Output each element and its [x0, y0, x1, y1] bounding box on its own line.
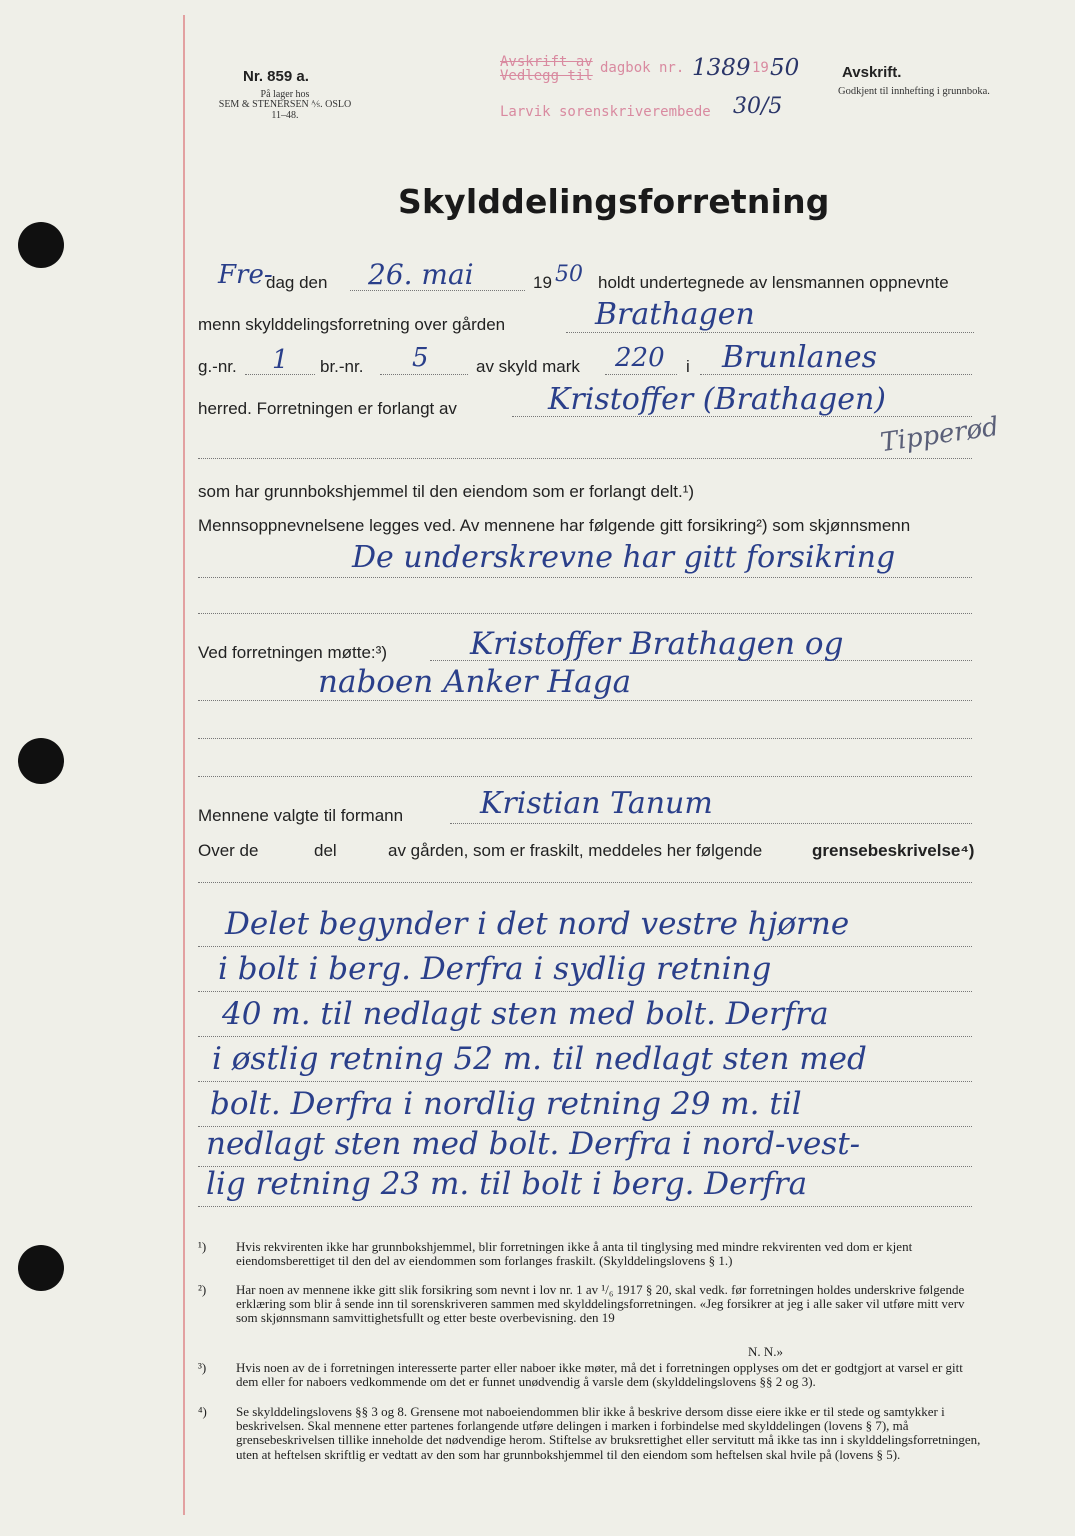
description-line: i bolt i berg. Derfra i sydlig retning: [218, 951, 772, 987]
description-rule: [198, 946, 972, 947]
footnote-text: Hvis rekvirenten ikke har grunnbokshjemmel, blir forretningen ikke å anta til tinglysing med mindre rekvirenten ved dom er kjent eiendomsberettiget til den del av eiendommen som forlanges fraskilt. (Skylddelingslovens § 1.): [236, 1239, 913, 1269]
stamp-dagbok-number: 1389: [692, 55, 751, 81]
description-line: lig retning 23 m. til bolt i berg. Derfra: [206, 1166, 808, 1202]
brnr-hand: 5: [412, 343, 429, 373]
footnote-number: ²): [198, 1282, 207, 1297]
mote-print: Ved forretningen møtte:³): [198, 643, 387, 662]
stamp-year-print: 19: [752, 60, 769, 76]
footnote-text: Har noen av mennene ikke gitt slik forsikring som nevnt i lov nr. 1 av ¹/₆ 1917 § 20, skal vedk. før forretningen holdes underskrive følgende erklæring som blir å sende inn til sorenskriveren sammen med skylddelingsforretningen. «Jeg forsikrer at jeg i alle saker vil utføre mitt verv som skjønnsmann samvittighetsfullt og etter beste overbevisning. den 19: [236, 1282, 965, 1326]
herred-print: herred. Forretningen er forlangt av: [198, 399, 457, 418]
margin-note-hand: Tipperød: [878, 411, 1001, 459]
menn-print: Mennsoppnevnelsene legges ved. Av mennene har følgende gitt forsikring²) som skjønnsmenn: [198, 516, 911, 535]
description-line: bolt. Derfra i nordlig retning 29 m. til: [210, 1086, 802, 1122]
forsikring-hand: De underskrevne har gitt forsikring: [352, 540, 896, 575]
printer-line-1: På lager hos: [260, 89, 310, 100]
day-print: dag den: [266, 273, 328, 292]
brnr-print: br.-nr.: [320, 357, 364, 376]
year-print: 19: [533, 273, 552, 292]
avskrift-note: Godkjent til innhefting i grunnboka.: [838, 86, 990, 97]
over-print-2: del: [314, 841, 337, 860]
footnote-signature: [748, 1345, 783, 1359]
blank-line: [198, 613, 972, 614]
mote-hand-2: naboen Anker Haga: [318, 664, 632, 700]
brnr-line: [380, 374, 468, 375]
requester-hand: Kristoffer (Brathagen): [548, 382, 886, 417]
description-rule: [198, 991, 972, 992]
mote-hand-1: Kristoffer Brathagen og: [470, 626, 844, 662]
description-rule: [198, 1036, 972, 1037]
blank-line: [198, 882, 972, 883]
mote-line-2: [198, 700, 972, 701]
forsikring-line: [198, 577, 972, 578]
form-number: Nr. 859 a.: [243, 68, 309, 85]
skyld-print: av skyld mark: [476, 357, 580, 376]
page-title: Skylddelingsforretning: [398, 182, 830, 221]
description-line: nedlagt sten med bolt. Derfra i nord-vest-: [206, 1126, 861, 1162]
stamp-date: 30/5: [733, 94, 783, 119]
stamp-year-hand: 50: [770, 55, 800, 81]
printer-line-2: SEM & STENERSEN ⅍. OSLO: [218, 99, 352, 110]
description-rule: [198, 1206, 972, 1207]
farm-hand: Brathagen: [595, 297, 755, 332]
description-line: 40 m. til nedlagt sten med bolt. Derfra: [222, 996, 829, 1032]
stamp-avskrift-av: Avskrift av: [500, 54, 593, 70]
over-print-1: Over de: [198, 841, 259, 860]
stamp-office: Larvik sorenskriverembede: [500, 104, 711, 120]
over-print-bold: grensebeskrivelse⁴): [812, 841, 975, 860]
footnote-number: ¹): [198, 1239, 207, 1254]
footnote-number: ⁴): [198, 1404, 207, 1419]
margin-rule: [183, 15, 185, 1515]
description-line: Delet begynder i det nord vestre hjørne: [225, 906, 850, 942]
formann-hand: Kristian Tanum: [480, 786, 713, 821]
date-hand: 26. mai: [368, 258, 474, 291]
gnr-print: g.-nr.: [198, 357, 237, 376]
year-hand: 50: [555, 262, 583, 287]
hjemmel-print: som har grunnbokshjemmel til den eiendom som er forlangt delt.¹): [198, 482, 695, 501]
held-print: holdt undertegnede av lensmannen oppnevnte: [598, 273, 949, 292]
municipality-hand: Brunlanes: [722, 340, 877, 375]
skyld-line: [605, 374, 677, 375]
blank-line: [198, 738, 972, 739]
footnote-text: Se skylddelingslovens §§ 3 og 8. Grensene mot naboeiendommen blir ikke å beskrive dersom disse eiere ikke er til stede og samtykker i beskrivelsen. Skal mennene etter partenes forlangende utføre delingen i marken i forbindelse med skylddelingen (lovens § 7), må grensebeskrivelsen tillike inneholde det nødvendige herom. Stiftelse av bruksrettighet eller servitutt må ikke tas inn i skylddelingsforretningen, uten at heftelsen skriftlig er vedtatt av den som har grunnbokshjemmel til den eiendom som heftelsen skal hvile på (lovens § 5).: [236, 1404, 981, 1462]
avskrift-label: Avskrift.: [842, 64, 902, 81]
formann-line: [450, 823, 972, 824]
day-hand: Fre-: [218, 260, 273, 290]
footnote-text: Hvis noen av de i forretningen interesserte parter eller naboer ikke møter, må det i forretningen opplyses om det er godtgjort at varsel er gitt dem eller for naboers vedkommende om det er funnet unødvendig å varsle dem (skylddelingslovens §§ 2 og 3).: [236, 1360, 963, 1390]
blank-line: [198, 776, 972, 777]
punch-hole: [18, 738, 64, 784]
description-line: i østlig retning 52 m. til nedlagt sten med: [212, 1041, 867, 1077]
over-print-3: av gården, som er fraskilt, meddeles her følgende: [388, 841, 763, 860]
i-print: i: [686, 357, 690, 376]
gnr-hand: 1: [272, 345, 289, 375]
men-print: menn skylddelingsforretning over gården: [198, 315, 506, 334]
punch-hole: [18, 222, 64, 268]
farm-line: [566, 332, 974, 333]
footnote-text: N. N.»: [748, 1344, 784, 1359]
blank-line: [198, 458, 972, 459]
stamp-dagbok-label: dagbok nr.: [600, 60, 685, 76]
skyld-hand: 220: [615, 343, 665, 373]
punch-hole: [18, 1245, 64, 1291]
printer-line-3: 11–48.: [271, 110, 299, 121]
description-rule: [198, 1081, 972, 1082]
footnote-number: ³): [198, 1360, 207, 1375]
formann-print: Mennene valgte til formann: [198, 806, 404, 825]
stamp-vedlegg-til: Vedlegg til: [500, 68, 593, 84]
